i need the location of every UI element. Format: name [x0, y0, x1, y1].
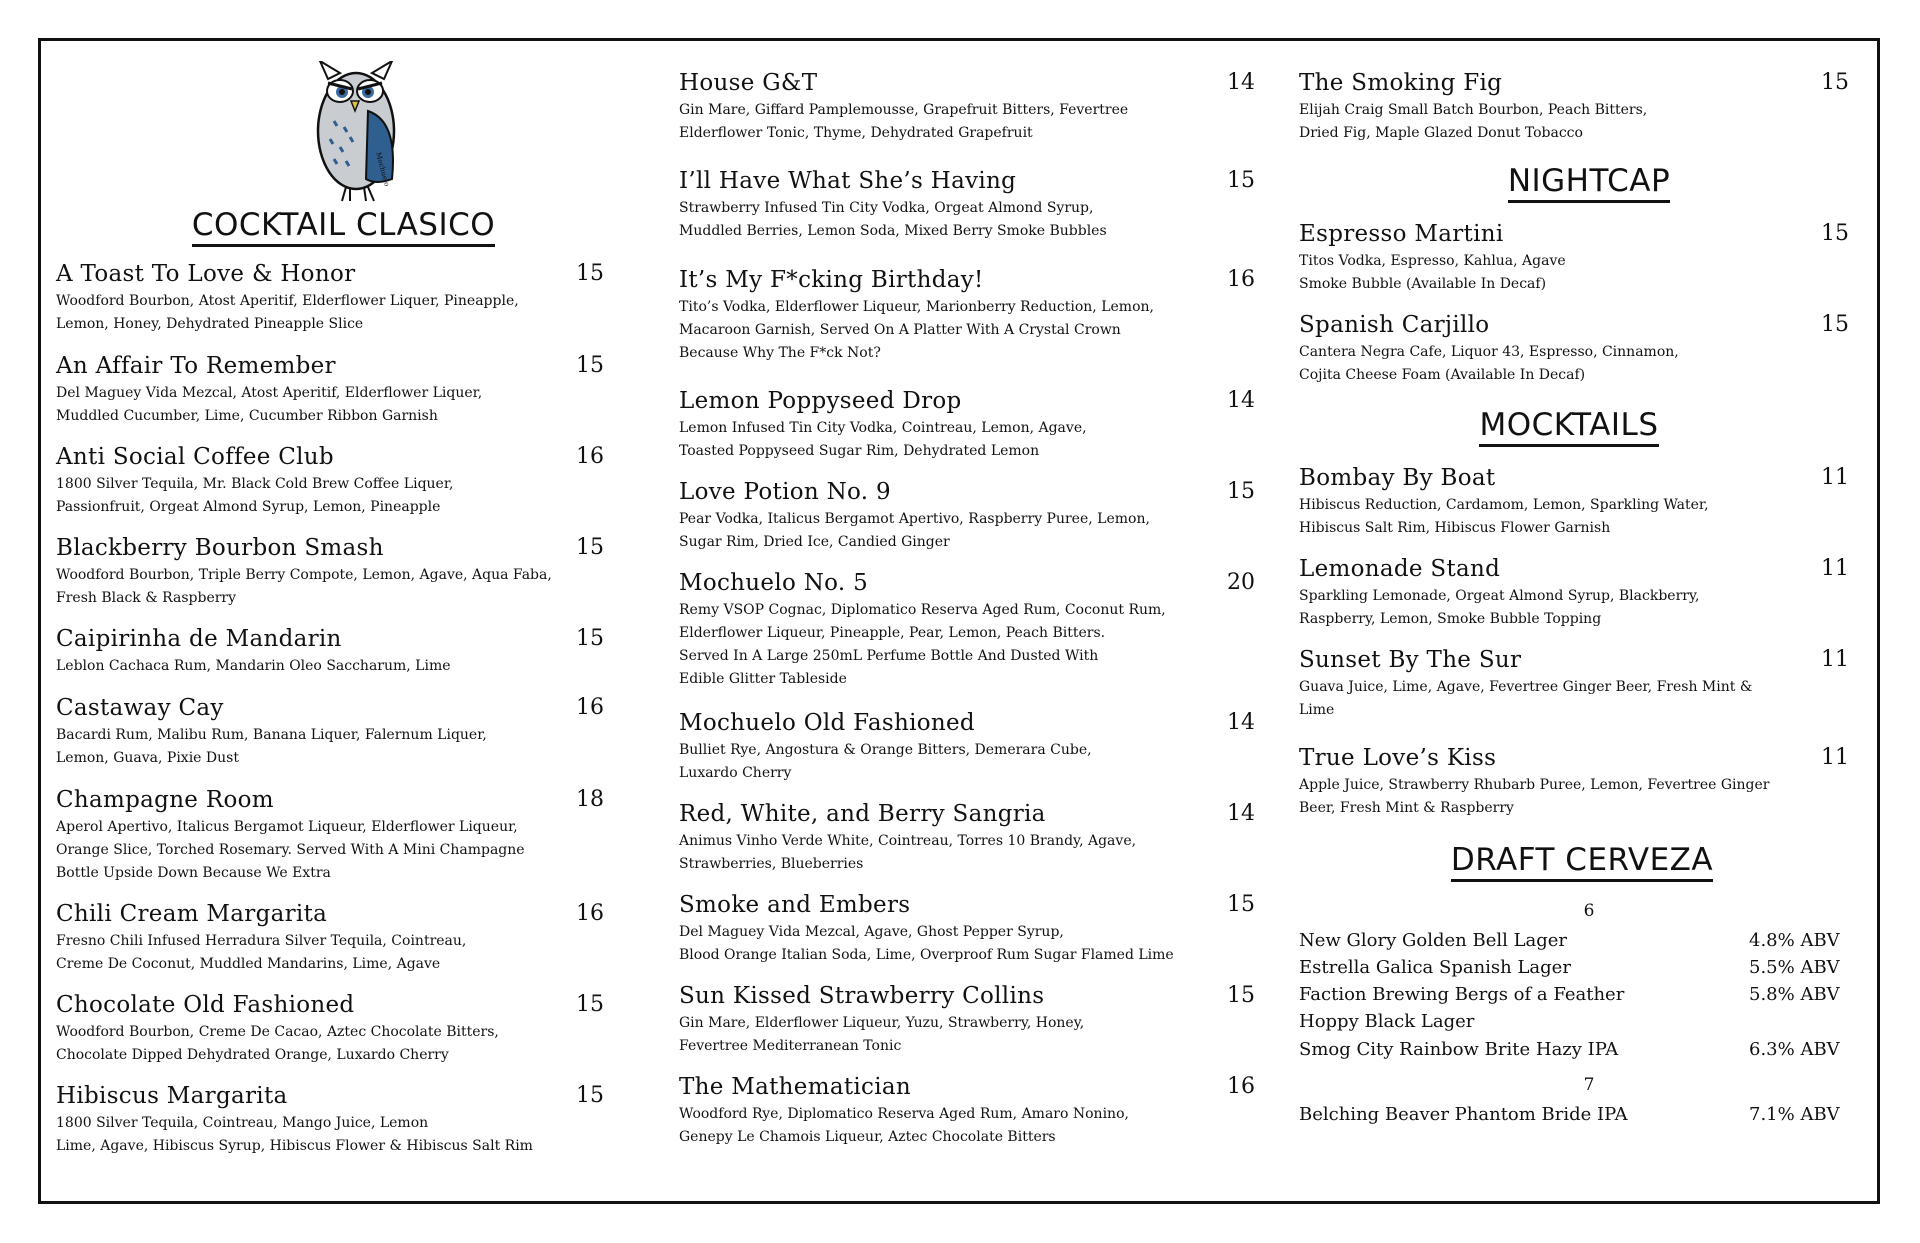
beer-name: Hoppy Black Lager — [1299, 1011, 1475, 1032]
item-price: 14 — [1227, 70, 1255, 95]
draft-beer-row — [1299, 1101, 1879, 1128]
item-description: Bulliet Rye, Angostura & Orange Bitters, Demerara Cube, Luxardo Cherry — [679, 742, 1092, 781]
item-name: Blackberry Bourbon Smash — [56, 535, 384, 561]
item-price: 11 — [1821, 556, 1849, 581]
item-description: Gin Mare, Giffard Pamplemousse, Grapefruit Bitters, Fevertree Elderflower Tonic, Thyme, Dehydrated Grapefruit — [679, 102, 1129, 141]
item-description: Fresno Chili Infused Herradura Silver Tequila, Cointreau, Creme De Coconut, Muddled Mandarins, Lime, Agave — [56, 933, 467, 972]
item-description: Bacardi Rum, Malibu Rum, Banana Liquer, Falernum Liquer, Lemon, Guava, Pixie Dust — [56, 727, 487, 766]
item-description: Remy VSOP Cognac, Diplomatico Reserva Aged Rum, Coconut Rum, Elderflower Liqueur, Pineapple, Pear, Lemon, Peach Bitters. Served In A Large 250mL Perfume Bottle And Dusted With Edible Glitter Tableside — [679, 602, 1166, 687]
item-price: 14 — [1227, 801, 1255, 826]
item-price: 11 — [1821, 745, 1849, 770]
menu-item — [1299, 310, 1879, 387]
beer-abv: 5.8% ABV — [1749, 984, 1840, 1005]
draft-beer-row — [1299, 1008, 1879, 1035]
beer-name: New Glory Golden Bell Lager — [1299, 930, 1568, 951]
section-cocktail-label: COCKTAIL CLASICO — [192, 209, 495, 247]
item-price: 11 — [1821, 465, 1849, 490]
item-price: 15 — [576, 535, 604, 560]
owl-logo-icon — [306, 61, 406, 206]
item-description: 1800 Silver Tequila, Mr. Black Cold Brew Coffee Liquer, Passionfruit, Orgeat Almond Syrup, Lemon, Pineapple — [56, 476, 454, 515]
item-name: Espresso Martini — [1299, 221, 1504, 247]
item-price: 15 — [576, 353, 604, 378]
beer-name: Smog City Rainbow Brite Hazy IPA — [1299, 1039, 1619, 1060]
item-name: Bombay By Boat — [1299, 465, 1496, 491]
draft-price-group: 7 — [1583, 1075, 1595, 1095]
item-description: Pear Vodka, Italicus Bergamot Apertivo, Raspberry Puree, Lemon, Sugar Rim, Dried Ice, Candied Ginger — [679, 511, 1150, 550]
section-mocktails-label: MOCKTAILS — [1479, 409, 1658, 447]
item-description: Hibiscus Reduction, Cardamom, Lemon, Sparkling Water, Hibiscus Salt Rim, Hibiscus Flower Garnish — [1299, 497, 1709, 536]
menu-item — [1299, 219, 1879, 296]
item-name: Spanish Carjillo — [1299, 312, 1490, 338]
item-price: 14 — [1227, 388, 1255, 413]
menu-item — [679, 981, 1269, 1058]
section-title-draft-cerveza — [1299, 844, 1865, 882]
item-name: Sun Kissed Strawberry Collins — [679, 983, 1045, 1009]
item-description: Woodford Rye, Diplomatico Reserva Aged Rum, Amaro Nonino, Genepy Le Chamois Liqueur, Aztec Chocolate Bitters — [679, 1106, 1129, 1145]
menu-item — [56, 1081, 631, 1158]
item-price: 15 — [1227, 983, 1255, 1008]
item-description: Strawberry Infused Tin City Vodka, Orgeat Almond Syrup, Muddled Berries, Lemon Soda, Mixed Berry Smoke Bubbles — [679, 200, 1107, 239]
item-description: Woodford Bourbon, Atost Aperitif, Elderflower Liquer, Pineapple, Lemon, Honey, Dehydrated Pineapple Slice — [56, 293, 519, 332]
menu-item — [56, 259, 631, 336]
beer-abv: 6.3% ABV — [1749, 1039, 1840, 1060]
item-price: 18 — [576, 787, 604, 812]
beer-abv: 7.1% ABV — [1749, 1104, 1840, 1125]
section-title-nightcap — [1299, 165, 1879, 203]
menu-item — [679, 708, 1269, 785]
item-price: 16 — [576, 901, 604, 926]
item-price: 16 — [1227, 1074, 1255, 1099]
item-price: 15 — [1821, 221, 1849, 246]
menu-item — [679, 68, 1269, 145]
item-price: 15 — [1821, 70, 1849, 95]
item-name: A Toast To Love & Honor — [56, 261, 356, 287]
item-description: Woodford Bourbon, Creme De Cacao, Aztec Chocolate Bitters, Chocolate Dipped Dehydrated Orange, Luxardo Cherry — [56, 1024, 499, 1063]
menu-item — [1299, 743, 1879, 820]
owl-signature: Mochuelo — [374, 151, 391, 188]
item-name: Red, White, and Berry Sangria — [679, 801, 1046, 827]
item-price: 15 — [576, 261, 604, 286]
menu-item — [679, 477, 1269, 554]
beer-abv: 4.8% ABV — [1749, 930, 1840, 951]
item-price: 15 — [1821, 312, 1849, 337]
draft-price-group: 6 — [1583, 901, 1595, 921]
item-name: True Love’s Kiss — [1299, 745, 1497, 771]
menu-item — [56, 899, 631, 976]
item-name: Champagne Room — [56, 787, 274, 813]
item-price: 16 — [1227, 267, 1255, 292]
item-name: Smoke and Embers — [679, 892, 911, 918]
item-description: Woodford Bourbon, Triple Berry Compote, Lemon, Agave, Aqua Faba, Fresh Black & Raspberry — [56, 567, 552, 606]
menu-frame — [38, 38, 1880, 1204]
menu-item — [679, 265, 1269, 365]
menu-item — [679, 799, 1269, 876]
menu-item — [56, 533, 631, 610]
menu-item — [56, 990, 631, 1067]
beer-name: Estrella Galica Spanish Lager — [1299, 957, 1571, 978]
item-name: It’s My F*cking Birthday! — [679, 267, 984, 293]
item-price: 14 — [1227, 710, 1255, 735]
item-description: Tito’s Vodka, Elderflower Liqueur, Marionberry Reduction, Lemon, Macaroon Garnish, Served On A Platter With A Crystal Crown Because Why The F*ck Not? — [679, 299, 1154, 361]
beer-abv: 5.5% ABV — [1749, 957, 1840, 978]
section-title-mocktails — [1299, 409, 1839, 447]
item-price: 15 — [1227, 479, 1255, 504]
item-name: Chili Cream Margarita — [56, 901, 328, 927]
menu-item — [56, 442, 631, 519]
menu-item — [679, 890, 1269, 967]
item-name: Lemon Poppyseed Drop — [679, 388, 962, 414]
item-name: Love Potion No. 9 — [679, 479, 891, 505]
draft-beer-row — [1299, 954, 1879, 981]
item-price: 15 — [576, 992, 604, 1017]
item-price: 16 — [576, 444, 604, 469]
menu-item — [679, 568, 1269, 691]
item-name: The Smoking Fig — [1299, 70, 1503, 96]
item-price: 20 — [1227, 570, 1255, 595]
item-name: Mochuelo No. 5 — [679, 570, 869, 596]
item-name: Anti Social Coffee Club — [56, 444, 334, 470]
item-name: Caipirinha de Mandarin — [56, 626, 342, 652]
item-name: Castaway Cay — [56, 695, 224, 721]
draft-beer-row — [1299, 927, 1879, 954]
item-price: 15 — [1227, 168, 1255, 193]
item-price: 15 — [1227, 892, 1255, 917]
menu-item — [1299, 554, 1879, 631]
menu-item — [679, 386, 1269, 463]
draft-beer-row — [1299, 981, 1879, 1008]
item-name: I’ll Have What She’s Having — [679, 168, 1017, 194]
item-name: Lemonade Stand — [1299, 556, 1501, 582]
beer-name: Faction Brewing Bergs of a Feather — [1299, 984, 1625, 1005]
item-name: House G&T — [679, 70, 818, 96]
item-description: Aperol Apertivo, Italicus Bergamot Liqueur, Elderflower Liqueur, Orange Slice, Torched Rosemary. Served With A Mini Champagne Bottle Upside Down Because We Extra — [56, 819, 525, 881]
section-nightcap-label: NIGHTCAP — [1508, 165, 1670, 203]
menu-item — [679, 166, 1269, 243]
item-description: Sparkling Lemonade, Orgeat Almond Syrup, Blackberry, Raspberry, Lemon, Smoke Bubble Topping — [1299, 588, 1700, 627]
item-description: Lemon Infused Tin City Vodka, Cointreau, Lemon, Agave, Toasted Poppyseed Sugar Rim, Dehydrated Lemon — [679, 420, 1087, 459]
item-description: Apple Juice, Strawberry Rhubarb Puree, Lemon, Fevertree Ginger Beer, Fresh Mint & Raspberry — [1299, 777, 1770, 816]
menu-item — [1299, 463, 1879, 540]
item-description: Del Maguey Vida Mezcal, Agave, Ghost Pepper Syrup, Blood Orange Italian Soda, Lime, Overproof Rum Sugar Flamed Lime — [679, 924, 1174, 963]
item-description: Cantera Negra Cafe, Liquor 43, Espresso, Cinnamon, Cojita Cheese Foam (Available In Decaf) — [1299, 344, 1679, 383]
menu-item — [56, 693, 631, 770]
item-price: 15 — [576, 626, 604, 651]
menu-item — [56, 785, 631, 885]
item-name: An Affair To Remember — [56, 353, 336, 379]
section-draft-label: DRAFT CERVEZA — [1451, 844, 1713, 882]
item-price: 11 — [1821, 647, 1849, 672]
item-description: 1800 Silver Tequila, Cointreau, Mango Juice, Lemon Lime, Agave, Hibiscus Syrup, Hibiscus Flower & Hibiscus Salt Rim — [56, 1115, 533, 1154]
item-price: 16 — [576, 695, 604, 720]
section-title-cocktail-clasico — [56, 209, 631, 247]
item-description: Titos Vodka, Espresso, Kahlua, Agave Smoke Bubble (Available In Decaf) — [1299, 253, 1566, 292]
item-description: Animus Vinho Verde White, Cointreau, Torres 10 Brandy, Agave, Strawberries, Blueberries — [679, 833, 1137, 872]
menu-item — [56, 624, 631, 678]
item-price: 15 — [576, 1083, 604, 1108]
item-name: Sunset By The Sur — [1299, 647, 1522, 673]
item-name: The Mathematician — [679, 1074, 911, 1100]
menu-item — [679, 1072, 1269, 1149]
item-description: Elijah Craig Small Batch Bourbon, Peach Bitters, Dried Fig, Maple Glazed Donut Tobacco — [1299, 102, 1648, 141]
menu-item — [56, 351, 631, 428]
menu-item — [1299, 645, 1879, 722]
item-description: Leblon Cachaca Rum, Mandarin Oleo Saccharum, Lime — [56, 658, 451, 674]
item-description: Del Maguey Vida Mezcal, Atost Aperitif, Elderflower Liquer, Muddled Cucumber, Lime, Cucumber Ribbon Garnish — [56, 385, 483, 424]
item-name: Hibiscus Margarita — [56, 1083, 288, 1109]
item-description: Guava Juice, Lime, Agave, Fevertree Ginger Beer, Fresh Mint & Lime — [1299, 679, 1753, 718]
item-name: Mochuelo Old Fashioned — [679, 710, 975, 736]
item-name: Chocolate Old Fashioned — [56, 992, 355, 1018]
menu-item — [1299, 68, 1879, 145]
beer-name: Belching Beaver Phantom Bride IPA — [1299, 1104, 1628, 1125]
draft-beer-row — [1299, 1036, 1879, 1063]
item-description: Gin Mare, Elderflower Liqueur, Yuzu, Strawberry, Honey, Fevertree Mediterranean Tonic — [679, 1015, 1085, 1054]
